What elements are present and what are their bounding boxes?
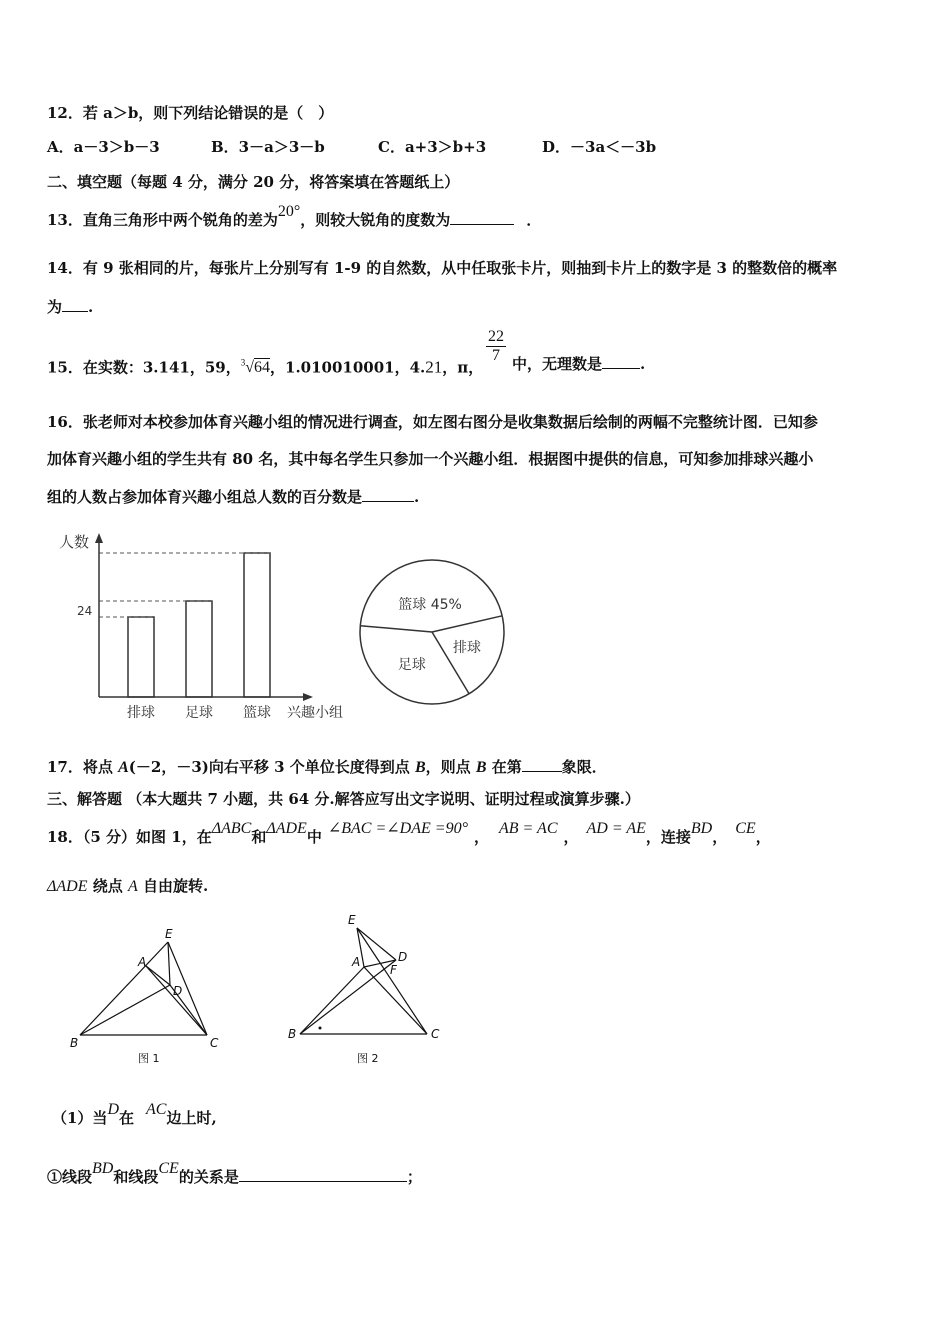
q15: 15．在实数：3.141，59，$^3$√64，1.010010001，4.21，π， [47, 357, 484, 377]
q16-line1: 16．张老师对本校参加体育兴趣小组的情况进行调查，如左图右图分是收集数据后绘制的两幅不完整统计图．已知参 [47, 413, 818, 431]
bar-1 [186, 601, 212, 697]
fig2-label-e: E [348, 913, 356, 927]
bar-0 [128, 617, 154, 697]
q16-line2: 加体育兴趣小组的学生共有 80 名，其中每名学生只参加一个兴趣小组．根据图中提供的信息，可知参加排球兴趣小 [47, 450, 814, 468]
q16-line3: 组的人数占参加体育兴趣小组总人数的百分数是 . [47, 488, 420, 506]
sub1-a: ①线段BD和线段CE的关系是 ； [47, 1160, 422, 1186]
fig1-caption: 图 1 [138, 1052, 160, 1065]
q15-suffix: 中，无理数是 . [512, 355, 646, 373]
q12-option-d: D．－3a＜－3b [542, 138, 657, 156]
pie-divider-1 [432, 616, 502, 632]
q12-option-b: B．3－a＞3－b [211, 138, 325, 156]
pie-label-1: 排球 [452, 639, 481, 656]
x-tick-label-1: 足球 [185, 705, 213, 721]
pie-divider-0 [360, 626, 432, 632]
figure-1 [60, 922, 235, 1067]
bar-2 [244, 553, 270, 697]
q13: 13．直角三角形中两个锐角的差为20°，则较大锐角的度数为 ． [47, 203, 542, 229]
x-tick-label-2: 篮球 [243, 705, 271, 721]
q13-angle: 20° [277, 203, 301, 220]
x-axis-label: 兴趣小组 [287, 705, 343, 721]
fig1-label-a: A [138, 955, 147, 969]
fig1-label-d: D [173, 984, 183, 998]
y-axis-arrow [95, 533, 103, 543]
fig2-label-c: C [431, 1027, 440, 1041]
x-tick-label-0: 排球 [127, 705, 155, 721]
q12-option-a: A．a－3＞b－3 [47, 138, 160, 156]
fig2-label-a: A [352, 955, 361, 969]
pie-label-0: 篮球 45% [398, 597, 462, 614]
pie-label-2: 足球 [397, 657, 426, 674]
fig2-label-f: F [390, 963, 397, 977]
q15-fraction: $\frac{22}{7}$ [488, 328, 504, 364]
section-3-title: 三、解答题 （本大题共 7 小题，共 64 分.解答应写出文字说明、证明过程或演算步骤.） [47, 790, 640, 808]
q14-line2: 为 . [47, 298, 94, 316]
section-2-title: 二、填空题（每题 4 分，满分 20 分，将答案填在答题纸上） [47, 173, 460, 191]
x-axis-arrow [303, 693, 313, 701]
q17: 17．将点 A(－2，－3)向右平移 3 个单位长度得到点 B，则点 B 在第 象限． [47, 758, 607, 776]
fig1-label-e: E [165, 927, 173, 941]
fig1-label-b: B [70, 1036, 79, 1050]
figure-2 [282, 910, 452, 1068]
q12-option-c: C．a+3＞b+3 [378, 138, 487, 156]
fig2-label-d: D [398, 950, 408, 964]
q12-stem: 12．若 a＞b，则下列结论错误的是（ ） [47, 104, 334, 122]
q14-line1: 14．有 9 张相同的片，每张片上分别写有 1-9 的自然数，从中任取张卡片，则抽到卡片上的数字是 3 的整数倍的概率 [47, 259, 838, 277]
y-axis-label: 人数 [59, 533, 90, 551]
fig2-caption: 图 2 [357, 1052, 379, 1065]
q15-repeating: 21 [425, 357, 443, 377]
fig1-label-c: C [210, 1036, 219, 1050]
y-tick-label: 24 [77, 604, 93, 618]
q18-line1: 18．（5 分）如图 1，在ΔABC和ΔADE中 ∠BAC =∠DAE =90° ， AB = AC ， AD = AE，连接BD， CE， [47, 820, 771, 846]
sub1: （1）当D在 AC边上时, [52, 1101, 217, 1127]
q15-cbrt-radicand: 64 [254, 359, 271, 377]
q18-line2: ΔADE 绕点 A 自由旋转. [47, 877, 209, 895]
pie-chart [355, 555, 510, 710]
bar-chart [55, 525, 360, 725]
fig2-label-b: B [288, 1027, 297, 1041]
